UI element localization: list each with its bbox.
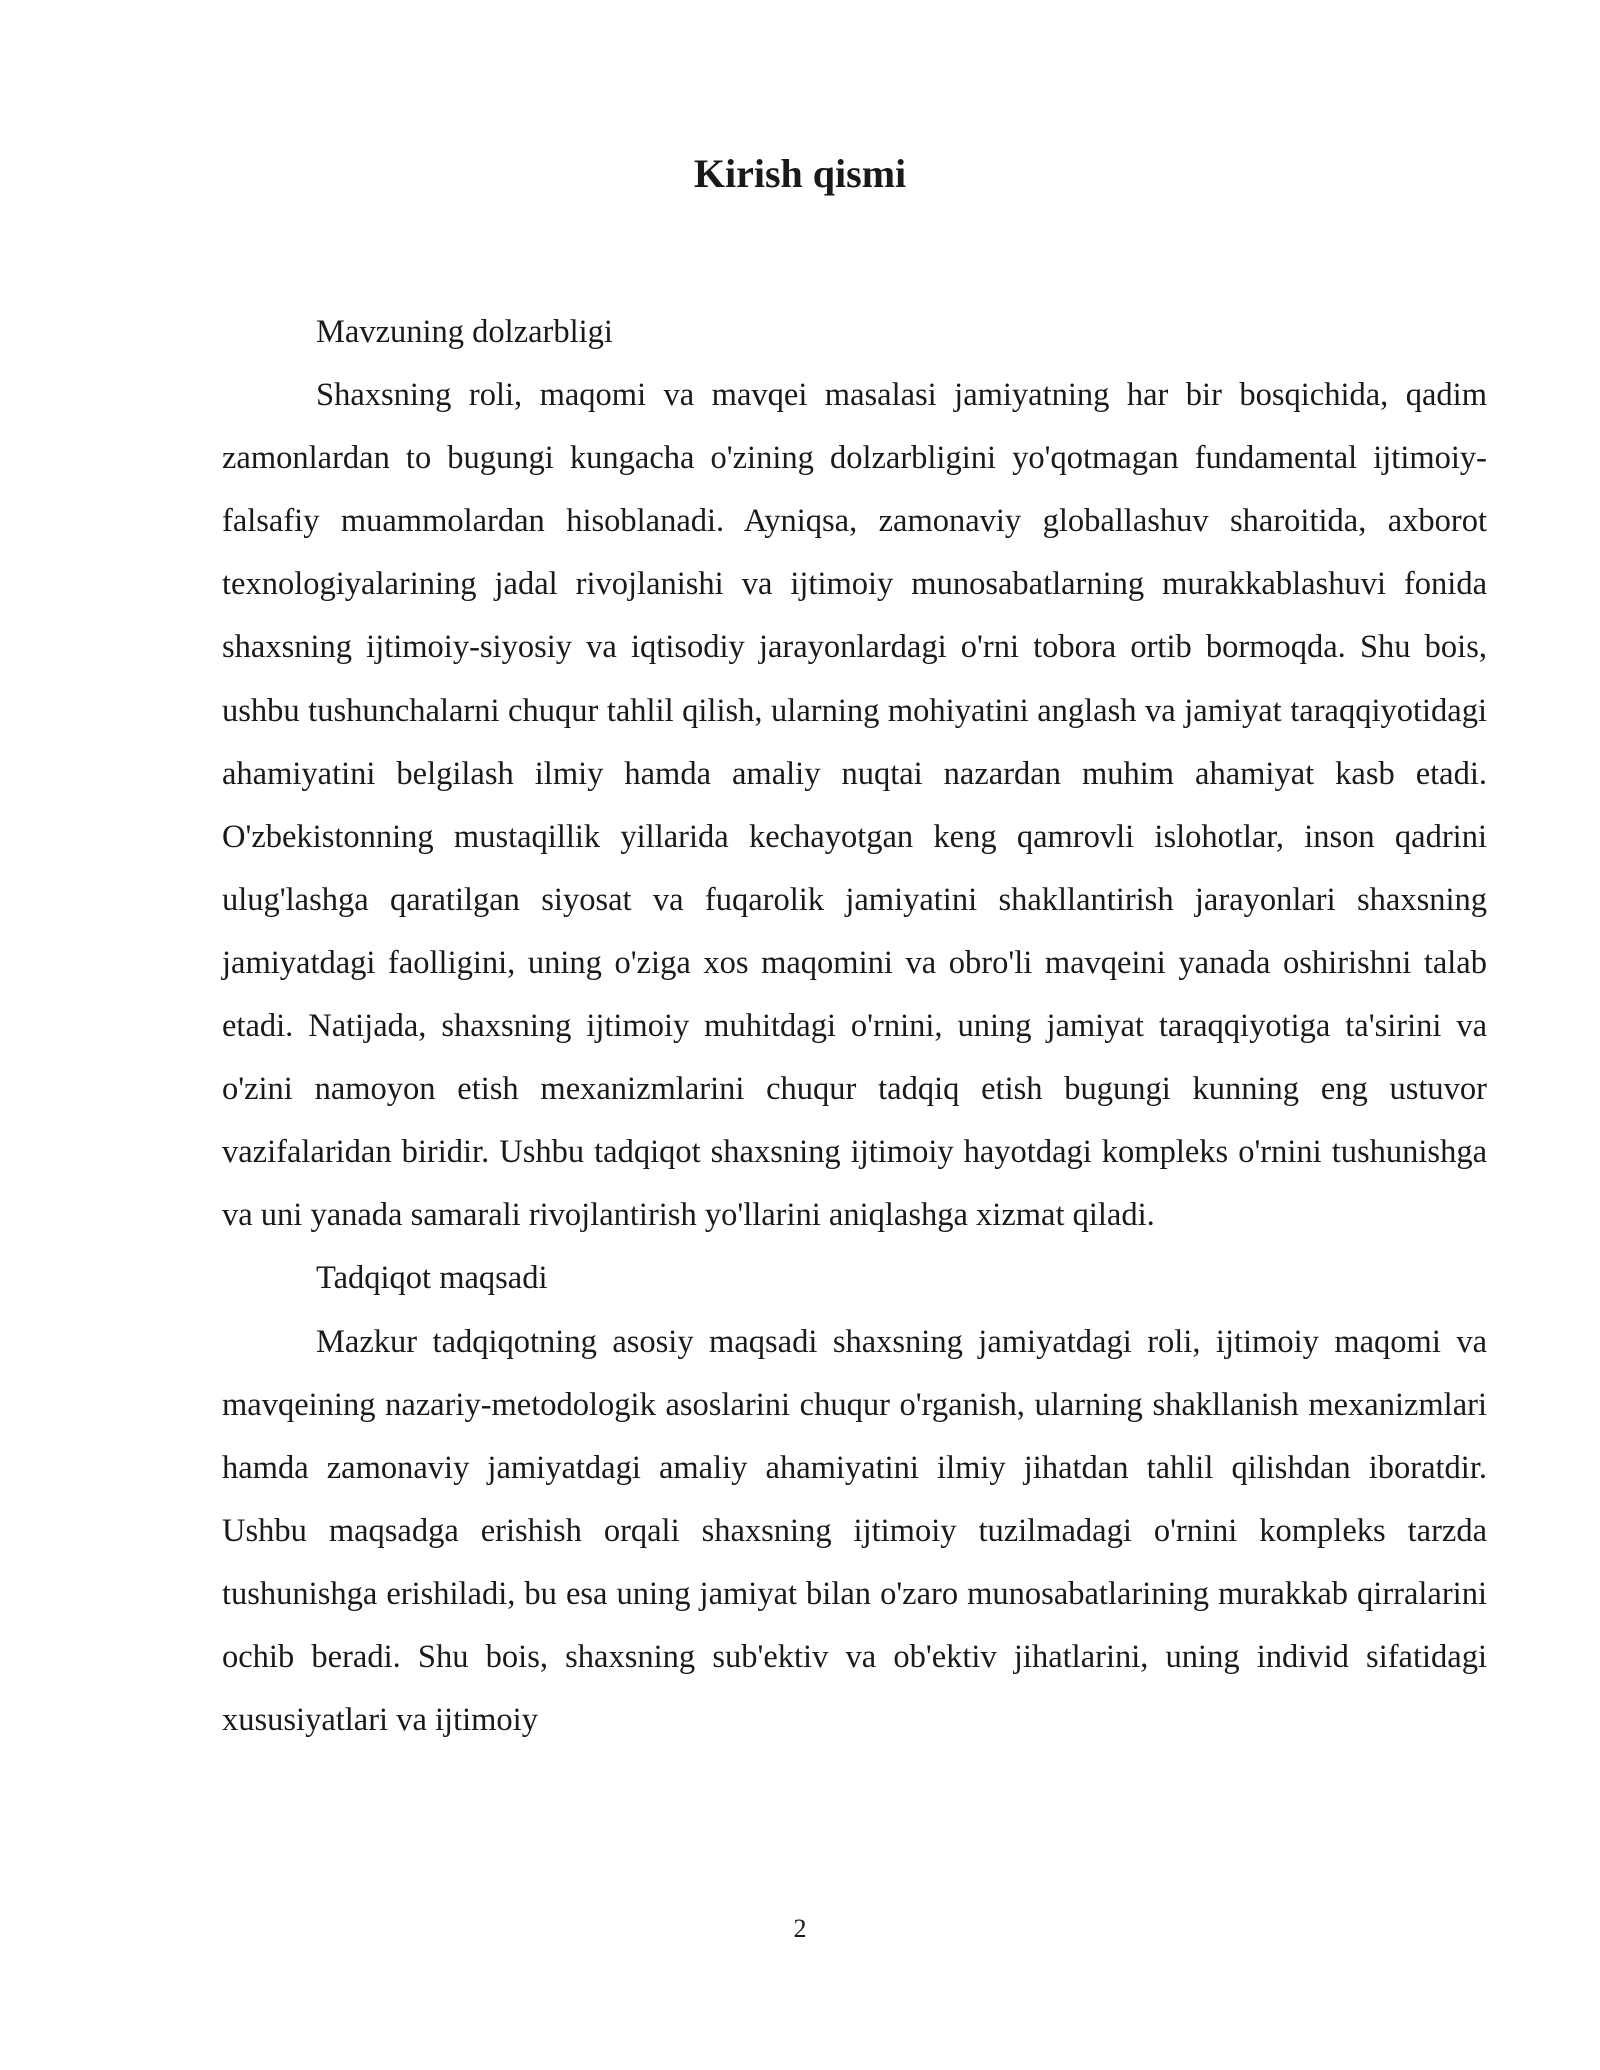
body-text (222, 301, 1487, 1752)
page-number: 2 (793, 1914, 807, 1943)
section-heading-goal: Tadqiqot maqsadi (316, 1260, 548, 1297)
paragraph-relevance: Shaxsning roli, maqomi va mavqei masalasi jamiyatning har bir bosqichida, qadim zamonlardan to bugungi kungacha o'zining dolzarbligini yo'qotmagan fundamental ijtimoiy-falsafiy muammolardan hisoblanadi. Ayniqsa, zamonaviy globallashuv sharoitida, axborot texnologiyalarining jadal rivojlanishi va ijtimoiy munosabatlarning murakkablashuvi fonida shaxsning ijtimoiy-siyosiy va iqtisodiy jarayonlardagi o'rni tobora ortib bormoqda. Shu bois, ushbu tushunchalarni chuqur tahlil qilish, ularning mohiyatini anglash va jamiyat taraqqiyotidagi ahamiyatini belgilash ilmiy hamda amaliy nuqtai nazardan muhim ahamiyat kasb etadi. O'zbekistonning mustaqillik yillarida kechayotgan keng qamrovli islohotlar, inson qadrini ulug'lashga qaratilgan siyosat va fuqarolik jamiyatini shakllantirish jarayonlari shaxsning jamiyatdagi faolligini, uning o'ziga xos maqomini va obro'li mavqeini yanada oshirishni talab etadi. Natijada, shaxsning ijtimoiy muhitdagi o'rnini, uning jamiyat taraqqiyotiga ta'sirini va o'zini namoyon etish mexanizmlarini chuqur tadqiq etish bugungi kunning eng ustuvor vazifalaridan biridir. Ushbu tadqiqot shaxsning ijtimoiy hayotdagi kompleks o'rnini tushunishga va uni yanada samarali rivojlantirish yo'llarini aniqlashga xizmat qiladi. (222, 377, 1487, 1234)
section-heading-relevance: Mavzuning dolzarbligi (316, 314, 613, 350)
page-title: Kirish qismi (693, 151, 907, 196)
paragraph-goal: Mazkur tadqiqotning asosiy maqsadi shaxsning jamiyatdagi roli, ijtimoiy maqomi va mavqeining nazariy-metodologik asoslarini chuqur o'rganish, ularning shakllanish mexanizmlari hamda zamonaviy jamiyatdagi amaliy ahamiyatini ilmiy jihatdan tahlil qilishdan iboratdir. Ushbu maqsadga erishish orqali shaxsning ijtimoiy tuzilmadagi o'rnini kompleks tarzda tushunishga erishiladi, bu esa uning jamiyat bilan o'zaro munosabatlarining murakkab qirralarini ochib beradi. Shu bois, shaxsning sub'ektiv va ob'ektiv jihatlarini, uning individ sifatidagi xususiyatlari va ijtimoiy (222, 1323, 1487, 1739)
